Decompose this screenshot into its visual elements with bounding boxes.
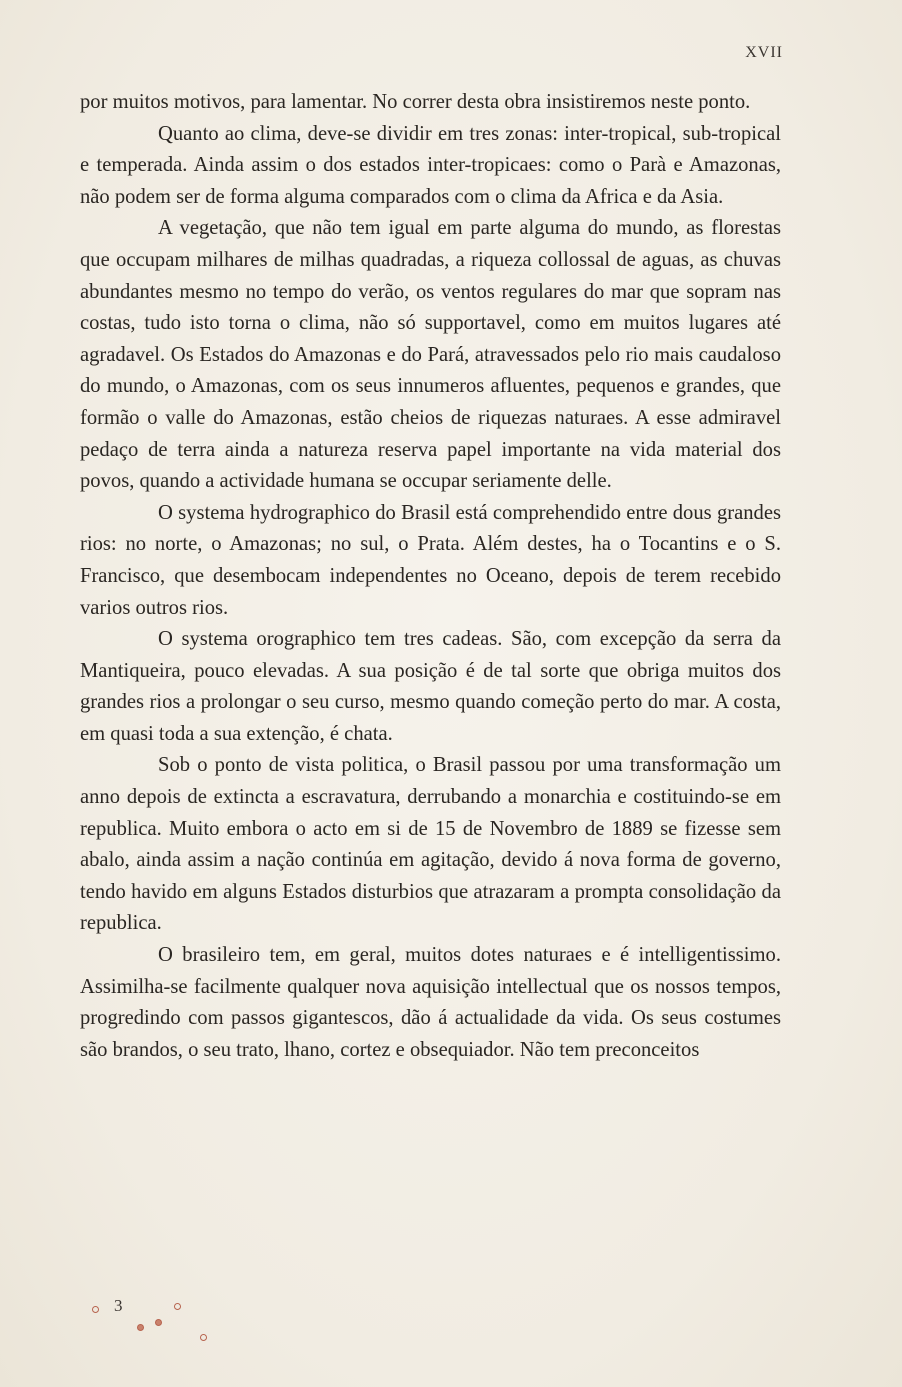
paragraph: A vegetação, que não tem igual em parte alguma do mundo, as florestas que occupam milhares de milhas quadradas, a riqueza collossal de aguas, as chuvas abundantes mesmo no tempo do verão, os ventos regulares do mar que sopram nas costas, tudo isto torna o clima, não só supportavel, como em muitos lugares até agradavel. Os Estados do Amazonas e do Pará, atravessados pelo rio mais caudaloso do mundo, o Amazonas, com os seus innumeros afluentes, pequenos e grandes, que formão o valle do Amazonas, estão cheios de riquezas naturaes. A esse admiravel pedaço de terra ainda a natureza reserva papel importante na vida material dos povos, quando a actividade humana se occupar seriamente delle. xyxy=(80,217,781,493)
body-text xyxy=(80,87,781,1066)
paragraph: O systema orographico tem tres cadeas. São, com excepção da serra da Mantiqueira, pouco elevadas. A sua posição é de tal sorte que obriga muitos dos grandes rios a prolongar o seu curso, mesmo quando começão perto do mar. A costa, em quasi toda a sua extenção, é chata. xyxy=(80,628,781,745)
paragraph: por muitos motivos, para lamentar. No correr desta obra insistiremos neste ponto. xyxy=(80,91,751,113)
ink-speck xyxy=(174,1303,181,1310)
paragraph: Quanto ao clima, deve-se dividir em tres zonas: inter-tropical, sub-tropical e temperada. Ainda assim o dos estados inter-tropicaes: como o Parà e Amazonas, não podem ser de forma alguma comparados com o clima da Africa e da Asia. xyxy=(80,122,781,208)
ink-speck xyxy=(200,1334,207,1341)
page-number: XVII xyxy=(745,44,783,61)
signature-mark: 3 xyxy=(114,1296,125,1315)
ink-speck xyxy=(92,1306,99,1313)
ink-speck xyxy=(155,1319,162,1326)
paragraph: Sob o ponto de vista politica, o Brasil passou por uma transformação um anno depois de extincta a escravatura, derrubando a monarchia e costituindo-se em republica. Muito embora o acto em si de 15 de Novembro de 1889 se fizesse sem abalo, ainda assim a nação continúa em agitação, devido á nova forma de governo, tendo havido em alguns Estados disturbios que atrazaram a prompta consolidação da republica. xyxy=(80,754,781,935)
paragraph: O systema hydrographico do Brasil está comprehendido entre dous grandes rios: no norte, o Amazonas; no sul, o Prata. Além destes, ha o Tocantins e o S. Francisco, que desembocam independentes no Oceano, depois de terem recebido varios outros rios. xyxy=(80,501,781,619)
ink-speck xyxy=(137,1324,144,1331)
paragraph: O brasileiro tem, em geral, muitos dotes naturaes e é intelligentissimo. Assimilha-se facilmente qualquer nova aquisição intellectual que os nossos tempos, progredindo com passos gigantescos, dão á actualidade da vida. Os seus costumes são brandos, o seu trato, lhano, cortez e obsequiador. Não tem preconceitos xyxy=(80,944,781,1061)
